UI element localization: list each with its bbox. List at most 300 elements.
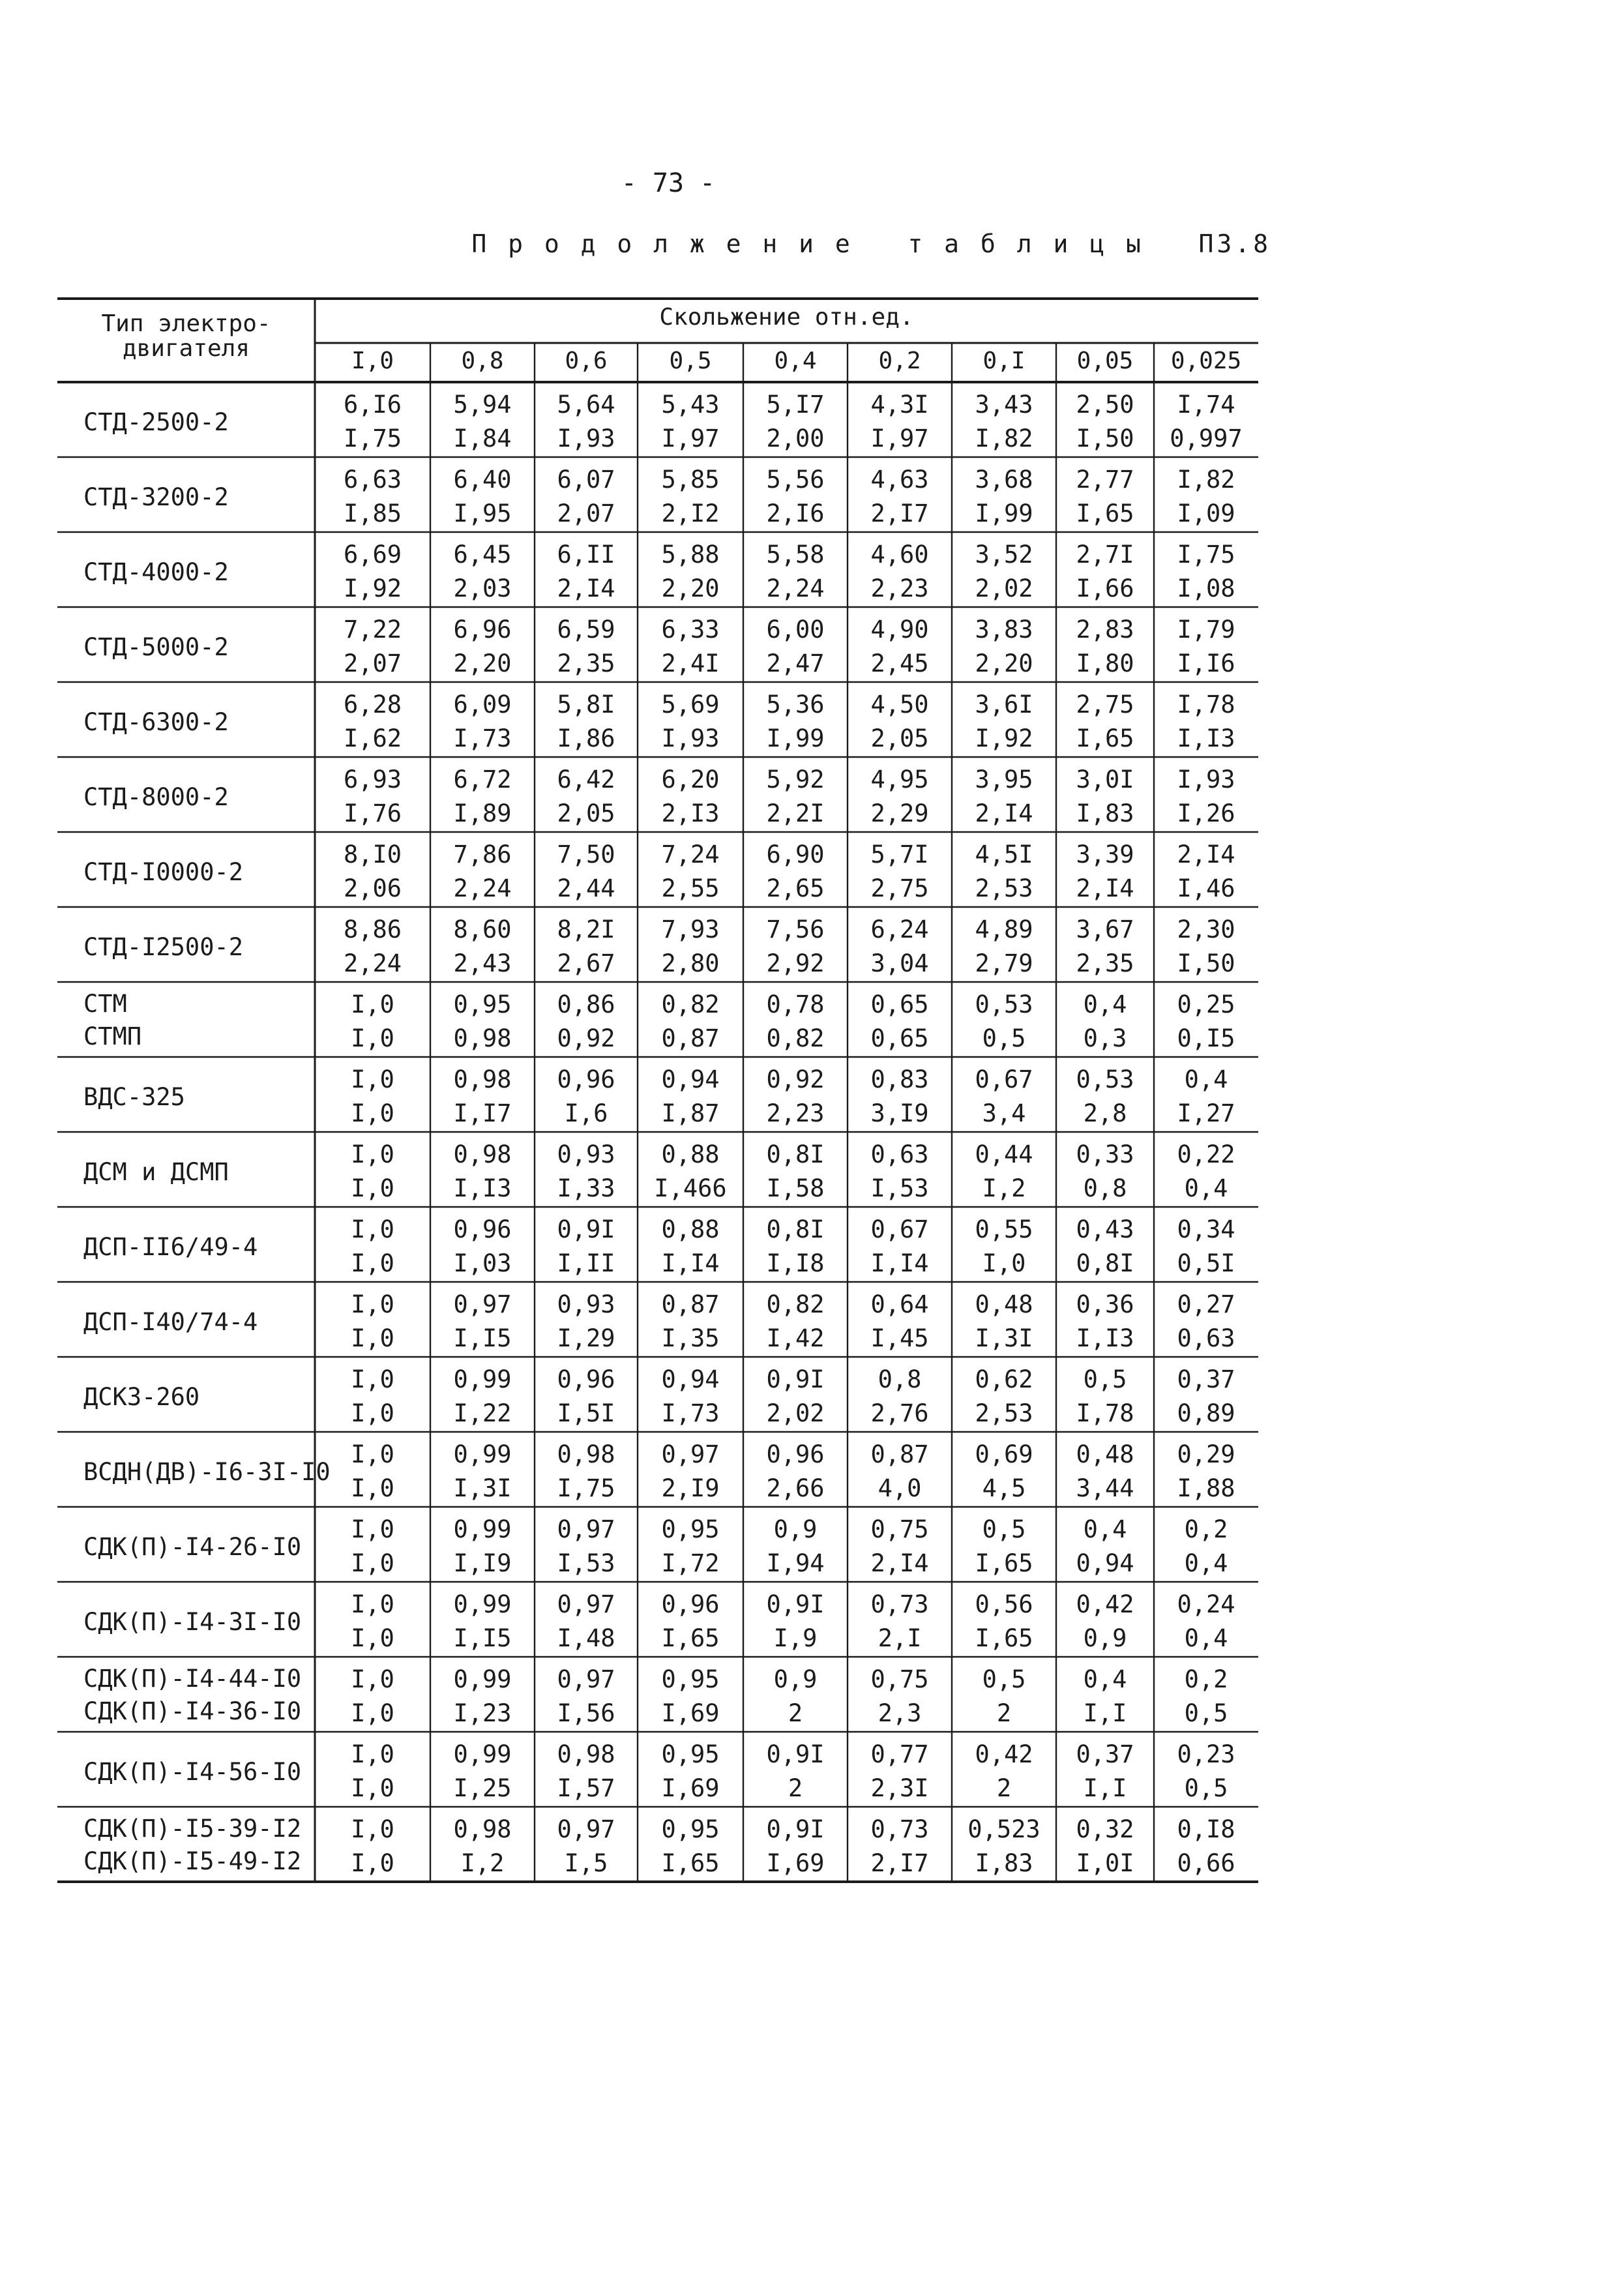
table-cell: I,0	[351, 1624, 394, 1652]
table-cell: 8,2I	[557, 915, 615, 943]
table-cell: 2,47	[766, 649, 825, 677]
table-cell: 0,8I	[766, 1215, 825, 1243]
table-cell: I,0	[982, 1249, 1026, 1277]
table-cell: 6,09	[453, 691, 512, 719]
table-cell: 0,75	[870, 1515, 929, 1543]
table-cell: I,93	[1177, 765, 1235, 794]
table-cell: 0,65	[870, 1024, 929, 1052]
table-cell: I,89	[453, 799, 512, 827]
table-cell: 4,50	[870, 691, 929, 719]
table-cell: 0,3	[1083, 1024, 1127, 1052]
table-cell: 2,83	[1076, 616, 1134, 644]
table-cell: I,0	[351, 1590, 394, 1618]
table-cell: 2,05	[557, 799, 615, 827]
table-cell: 3,04	[870, 949, 929, 977]
table-cell: 2,I4	[870, 1549, 929, 1577]
table-cell: 6,90	[766, 840, 825, 869]
table-cell: I,50	[1177, 949, 1235, 977]
table-cell: 0,9I	[557, 1215, 615, 1243]
table-cell: 6,96	[453, 616, 512, 644]
table-cell: 0,98	[557, 1440, 615, 1468]
table-cell: 2,02	[766, 1399, 825, 1427]
table-cell: 3,I9	[870, 1099, 929, 1127]
table-cell: I,42	[766, 1324, 825, 1352]
table-cell: 2,03	[453, 574, 512, 602]
table-cell: 0,55	[975, 1215, 1033, 1243]
table-cell: 4,95	[870, 765, 929, 794]
table-cell: I,82	[1177, 466, 1235, 494]
table-cell: 0,99	[453, 1440, 512, 1468]
table-cell: 2,7I	[1076, 541, 1134, 569]
table-cell: 0,4	[1184, 1624, 1228, 1652]
table-cell: 6,20	[661, 765, 720, 794]
table-cell: I,69	[661, 1774, 720, 1802]
table-cell: I,69	[661, 1699, 720, 1727]
table-cell: I,78	[1076, 1399, 1134, 1427]
table-cell: I,3I	[975, 1324, 1033, 1352]
table-cell: 3,68	[975, 466, 1033, 494]
table-cell: 0,82	[766, 1290, 825, 1318]
column-header-slip-value: 0,2	[878, 348, 921, 374]
table-cell: 0,99	[453, 1740, 512, 1768]
table-cell: 0,5	[1083, 1365, 1127, 1393]
table-cell: 0,95	[661, 1515, 720, 1543]
table-cell: 0,88	[661, 1215, 720, 1243]
table-cell: 0,93	[557, 1140, 615, 1168]
table-cell: I,29	[557, 1324, 615, 1352]
table-cell: 2,35	[557, 649, 615, 677]
table-cell: 2,55	[661, 874, 720, 902]
table-cell: 0,77	[870, 1740, 929, 1768]
table-cell: 2,20	[661, 574, 720, 602]
table-cell: 2,23	[870, 574, 929, 602]
table-cell: 2,00	[766, 424, 825, 453]
table-cell: 4,5	[982, 1474, 1026, 1502]
table-cell: 2,02	[975, 574, 1033, 602]
table-cell: I,78	[1177, 691, 1235, 719]
table-cell: I,I3	[1076, 1324, 1134, 1352]
table-cell: 0,42	[1076, 1590, 1134, 1618]
table-cell: I,0	[351, 1024, 394, 1052]
table-cell: 3,39	[1076, 840, 1134, 869]
table-cell: I,53	[870, 1174, 929, 1202]
table-cell: 0,4	[1083, 990, 1127, 1018]
table-cell: 0,73	[870, 1815, 929, 1843]
table-cell: 0,523	[967, 1815, 1041, 1843]
table-cell: 0,4	[1083, 1665, 1127, 1693]
table-cell: 0,96	[557, 1365, 615, 1393]
table-cell: 0,4	[1083, 1515, 1127, 1543]
table-cell: 0,37	[1177, 1365, 1235, 1393]
table-cell: 7,86	[453, 840, 512, 869]
table-cell: I,93	[661, 724, 720, 752]
table-cell: I,62	[343, 724, 402, 752]
table-cell: 7,50	[557, 840, 615, 869]
table-cell: 6,00	[766, 616, 825, 644]
table-cell: I,0	[351, 990, 394, 1018]
motor-type-label: СТД-I0000-2	[83, 858, 244, 886]
table-cell: 5,92	[766, 765, 825, 794]
table-cell: 0,73	[870, 1590, 929, 1618]
table-cell: I,0	[351, 1440, 394, 1468]
column-header-slip-value: 0,4	[774, 348, 817, 374]
table-cell: I,9	[773, 1624, 818, 1652]
table-cell: 0,56	[975, 1590, 1033, 1618]
table-cell: 4,0	[878, 1474, 922, 1502]
table-cell: I,0	[351, 1140, 394, 1168]
table-cell: 0,87	[870, 1440, 929, 1468]
table-cell: I,92	[343, 574, 402, 602]
motor-type-label: СТД-8000-2	[83, 783, 229, 811]
table-cell: I,53	[557, 1549, 615, 1577]
table-cell: 0,24	[1177, 1590, 1235, 1618]
table-cell: I,85	[343, 499, 402, 527]
table-cell: I,I5	[453, 1624, 512, 1652]
table-cell: 6,II	[557, 541, 615, 569]
table-cell: 0,37	[1076, 1740, 1134, 1768]
table-cell: 3,43	[975, 391, 1033, 419]
table-cell: 0,9	[773, 1515, 818, 1543]
table-cell: 2,43	[453, 949, 512, 977]
table-cell: 7,24	[661, 840, 720, 869]
table-cell: 6,07	[557, 466, 615, 494]
table-cell: 0,95	[661, 1665, 720, 1693]
table-cell: 0,96	[453, 1215, 512, 1243]
table-cell: 0,95	[661, 1740, 720, 1768]
table-cell: 0,87	[661, 1290, 720, 1318]
table-cell: 2,75	[870, 874, 929, 902]
table-cell: 4,63	[870, 466, 929, 494]
table-cell: I,92	[975, 724, 1033, 752]
table-cell: 8,86	[343, 915, 402, 943]
motor-type-label: СТМ	[83, 990, 127, 1018]
table-cell: 0,98	[453, 1815, 512, 1843]
table-cell: 3,83	[975, 616, 1033, 644]
table-cell: 0,82	[766, 1024, 825, 1052]
motor-type-label: СДК(П)-I4-36-I0	[83, 1697, 302, 1725]
table-cell: I,66	[1076, 574, 1134, 602]
table-cell: I,0	[351, 1215, 394, 1243]
table-cell: 0,9I	[766, 1365, 825, 1393]
table-cell: 2,I4	[1177, 840, 1235, 869]
table-cell: 2,20	[453, 649, 512, 677]
table-cell: 2,4I	[661, 649, 720, 677]
table-cell: I,95	[453, 499, 512, 527]
table-cell: 0,42	[975, 1740, 1033, 1768]
table-cell: 0,97	[661, 1440, 720, 1468]
motor-type-label: СДК(П)-I4-44-I0	[83, 1665, 302, 1693]
table-cell: I,0	[351, 1399, 394, 1427]
table-cell: 0,5	[982, 1515, 1026, 1543]
table-cell: 0,66	[1177, 1849, 1235, 1877]
table-cell: 6,93	[343, 765, 402, 794]
table-cell: I,27	[1177, 1099, 1235, 1127]
table-cell: 0,53	[975, 990, 1033, 1018]
table-cell: I,0	[351, 1474, 394, 1502]
table-cell: I,99	[975, 499, 1033, 527]
table-cell: I,2	[982, 1174, 1026, 1202]
table-cell: I,I3	[1177, 724, 1235, 752]
table-cell: I,87	[661, 1099, 720, 1127]
table-cell: 2,I3	[661, 799, 720, 827]
table-cell: I,97	[661, 424, 720, 453]
table-cell: 0,5I	[1177, 1249, 1235, 1277]
table-cell: I,5I	[557, 1399, 615, 1427]
table-cell: 3,52	[975, 541, 1033, 569]
table-cell: 5,7I	[870, 840, 929, 869]
table-cell: 2,79	[975, 949, 1033, 977]
table-cell: I,83	[1076, 799, 1134, 827]
table-cell: 2,05	[870, 724, 929, 752]
table-cell: 0,75	[870, 1665, 929, 1693]
table-cell: I,57	[557, 1774, 615, 1802]
table-cell: 0,997	[1170, 424, 1243, 453]
table-cell: 0,5	[1184, 1774, 1228, 1802]
table-cell: 0,9I	[766, 1740, 825, 1768]
table-cell: 0,67	[870, 1215, 929, 1243]
table-cell: 2,75	[1076, 691, 1134, 719]
motor-type-label: ВСДН(ДВ)-I6-3I-I0	[83, 1458, 331, 1486]
table-cell: I,65	[1076, 724, 1134, 752]
table-cell: I,I5	[453, 1324, 512, 1352]
table-cell: 2,53	[975, 1399, 1033, 1427]
table-cell: I,45	[870, 1324, 929, 1352]
column-header-motor-type: двигателя	[122, 335, 250, 362]
table-caption: П р о д о л ж е н и е т а б л и ц ы П3.8	[471, 230, 1271, 258]
table-cell: I,0	[351, 1174, 394, 1202]
table-cell: 0,65	[870, 990, 929, 1018]
table-cell: I,65	[661, 1624, 720, 1652]
table-cell: 2,45	[870, 649, 929, 677]
table-cell: 2	[788, 1699, 803, 1727]
table-cell: 0,27	[1177, 1290, 1235, 1318]
motor-type-label: ДСП-II6/49-4	[83, 1233, 258, 1261]
table-cell: 5,I7	[766, 391, 825, 419]
table-cell: I,0	[351, 1324, 394, 1352]
table-cell: I,0	[351, 1849, 394, 1877]
table-cell: I,75	[343, 424, 402, 453]
column-header-slip-value: 0,8	[461, 348, 504, 374]
table-cell: I,58	[766, 1174, 825, 1202]
table-cell: 3,0I	[1076, 765, 1134, 794]
table-cell: 5,56	[766, 466, 825, 494]
table-cell: 0,99	[453, 1365, 512, 1393]
table-cell: 0,9	[773, 1665, 818, 1693]
table-cell: 0,98	[453, 1140, 512, 1168]
table-cell: 0,98	[453, 1065, 512, 1093]
table-cell: 2,80	[661, 949, 720, 977]
table-cell: I,0	[351, 1099, 394, 1127]
table-cell: I,46	[1177, 874, 1235, 902]
table-cell: I,466	[654, 1174, 727, 1202]
table-cell: 0,5	[1184, 1699, 1228, 1727]
column-header-motor-type: Тип электро-	[101, 310, 271, 337]
table-cell: 0,97	[557, 1590, 615, 1618]
table-cell: 0,92	[766, 1065, 825, 1093]
table-cell: I,0	[351, 1774, 394, 1802]
table-cell: I,72	[661, 1549, 720, 1577]
table-cell: 0,97	[557, 1515, 615, 1543]
table-cell: 0,67	[975, 1065, 1033, 1093]
table-cell: I,09	[1177, 499, 1235, 527]
table-cell: 7,22	[343, 616, 402, 644]
table-cell: 0,8	[878, 1365, 922, 1393]
table-cell: 5,43	[661, 391, 720, 419]
table-cell: 2,24	[766, 574, 825, 602]
table-cell: I,73	[453, 724, 512, 752]
table-cell: 0,97	[453, 1290, 512, 1318]
table-cell: 0,44	[975, 1140, 1033, 1168]
table-cell: 3,67	[1076, 915, 1134, 943]
table-cell: 3,4	[982, 1099, 1026, 1127]
table-cell: 0,98	[557, 1740, 615, 1768]
motor-type-label: СТД-I2500-2	[83, 933, 244, 961]
table-cell: 0,87	[661, 1024, 720, 1052]
table-cell: 0,98	[453, 1024, 512, 1052]
table-cell: I,73	[661, 1399, 720, 1427]
table-cell: I,76	[343, 799, 402, 827]
table-cell: 2,I4	[1076, 874, 1134, 902]
table-cell: I,0	[351, 1699, 394, 1727]
table-cell: 4,3I	[870, 391, 929, 419]
table-cell: I,0	[351, 1290, 394, 1318]
table-cell: 6,72	[453, 765, 512, 794]
table-cell: 2,29	[870, 799, 929, 827]
table-cell: I,48	[557, 1624, 615, 1652]
table-cell: 0,8	[1083, 1174, 1127, 1202]
table-cell: I,I	[1083, 1699, 1127, 1727]
table-cell: 2	[996, 1699, 1012, 1727]
table-cell: I,50	[1076, 424, 1134, 453]
table-cell: 0,63	[870, 1140, 929, 1168]
table-cell: I,I7	[453, 1099, 512, 1127]
table-cell: 5,36	[766, 691, 825, 719]
column-header-slip-value: 0,6	[565, 348, 608, 374]
table-cell: I,33	[557, 1174, 615, 1202]
table-cell: 0,83	[870, 1065, 929, 1093]
table-cell: 2	[788, 1774, 803, 1802]
table-cell: I,69	[766, 1849, 825, 1877]
table-cell: I,I6	[1177, 649, 1235, 677]
table-cell: 0,94	[1076, 1549, 1134, 1577]
table-cell: 2,23	[766, 1099, 825, 1127]
table-cell: I,3I	[453, 1474, 512, 1502]
table-cell: I,94	[766, 1549, 825, 1577]
table-cell: 7,93	[661, 915, 720, 943]
table-cell: I,I9	[453, 1549, 512, 1577]
table-cell: 0,I8	[1177, 1815, 1235, 1843]
table-cell: I,74	[1177, 391, 1235, 419]
table-cell: I,5	[564, 1849, 608, 1877]
table-cell: 0,69	[975, 1440, 1033, 1468]
column-header-slip-value: 0,I	[982, 348, 1026, 374]
table-cell: 2,8	[1083, 1099, 1127, 1127]
table-cell: I,56	[557, 1699, 615, 1727]
table-cell: 2,76	[870, 1399, 929, 1427]
column-header-slip-value: 0,05	[1076, 348, 1134, 374]
table-cell: 0,95	[661, 1815, 720, 1843]
motor-type-label: СТД-6300-2	[83, 708, 229, 736]
table-cell: 2,I7	[870, 1849, 929, 1877]
table-cell: 2,30	[1177, 915, 1235, 943]
table-cell: 5,58	[766, 541, 825, 569]
table-cell: 5,8I	[557, 691, 615, 719]
table-cell: I,0	[351, 1740, 394, 1768]
table-cell: 5,94	[453, 391, 512, 419]
table-cell: 0,92	[557, 1024, 615, 1052]
table-cell: 2,24	[343, 949, 402, 977]
table-cell: 0,2	[1184, 1665, 1228, 1693]
table-cell: 0,9	[1083, 1624, 1127, 1652]
motor-type-label: СДК(П)-I4-3I-I0	[83, 1608, 302, 1636]
motor-type-label: СДК(П)-I4-56-I0	[83, 1758, 302, 1786]
table-cell: 6,42	[557, 765, 615, 794]
table-cell: I,83	[975, 1849, 1033, 1877]
column-group-header-slip: Скольжение отн.ед.	[659, 304, 914, 331]
table-cell: 0,25	[1177, 990, 1235, 1018]
table-cell: 2,20	[975, 649, 1033, 677]
table-cell: 0,48	[1076, 1440, 1134, 1468]
table-cell: I,0	[351, 1515, 394, 1543]
table-cell: I,65	[1076, 499, 1134, 527]
column-header-slip-value: 0,025	[1170, 348, 1242, 374]
table-cell: I,0	[351, 1065, 394, 1093]
table-cell: 0,89	[1177, 1399, 1235, 1427]
table-cell: I,93	[557, 424, 615, 453]
table-cell: I,97	[870, 424, 929, 453]
table-cell: 0,23	[1177, 1740, 1235, 1768]
table-cell: 2,I4	[975, 799, 1033, 827]
table-cell: 3,6I	[975, 691, 1033, 719]
table-cell: 6,69	[343, 541, 402, 569]
table-cell: 0,I5	[1177, 1024, 1235, 1052]
table-cell: 2,I7	[870, 499, 929, 527]
table-cell: I,0	[351, 1815, 394, 1843]
table-cell: 0,82	[661, 990, 720, 1018]
table-cell: 0,32	[1076, 1815, 1134, 1843]
table-cell: I,86	[557, 724, 615, 752]
column-header-slip-value: 0,5	[669, 348, 712, 374]
table-cell: I,82	[975, 424, 1033, 453]
table-cell: I,I8	[766, 1249, 825, 1277]
table-cell: I,2	[460, 1849, 505, 1877]
table-cell: I,II	[557, 1249, 615, 1277]
table-cell: I,0	[351, 1365, 394, 1393]
table-cell: 5,88	[661, 541, 720, 569]
table-cell: 2,35	[1076, 949, 1134, 977]
table-cell: I,84	[453, 424, 512, 453]
motor-type-label: СТМП	[83, 1022, 142, 1050]
table-cell: 0,94	[661, 1365, 720, 1393]
table-cell: I,0	[351, 1249, 394, 1277]
table-cell: 2,24	[453, 874, 512, 902]
motor-type-label: ВДС-325	[83, 1083, 185, 1111]
table-cell: 0,34	[1177, 1215, 1235, 1243]
table-cell: I,0	[351, 1665, 394, 1693]
table-cell: I,79	[1177, 616, 1235, 644]
table-cell: 0,96	[766, 1440, 825, 1468]
table-cell: I,75	[1177, 541, 1235, 569]
table-cell: I,I4	[661, 1249, 720, 1277]
table-cell: 4,90	[870, 616, 929, 644]
table-cell: 0,96	[661, 1590, 720, 1618]
motor-type-label: СДК(П)-I4-26-I0	[83, 1533, 302, 1561]
table-cell: 0,94	[661, 1065, 720, 1093]
table-cell: I,23	[453, 1699, 512, 1727]
table-cell: 6,63	[343, 466, 402, 494]
table-cell: 4,89	[975, 915, 1033, 943]
table-cell: 0,5	[982, 1024, 1026, 1052]
